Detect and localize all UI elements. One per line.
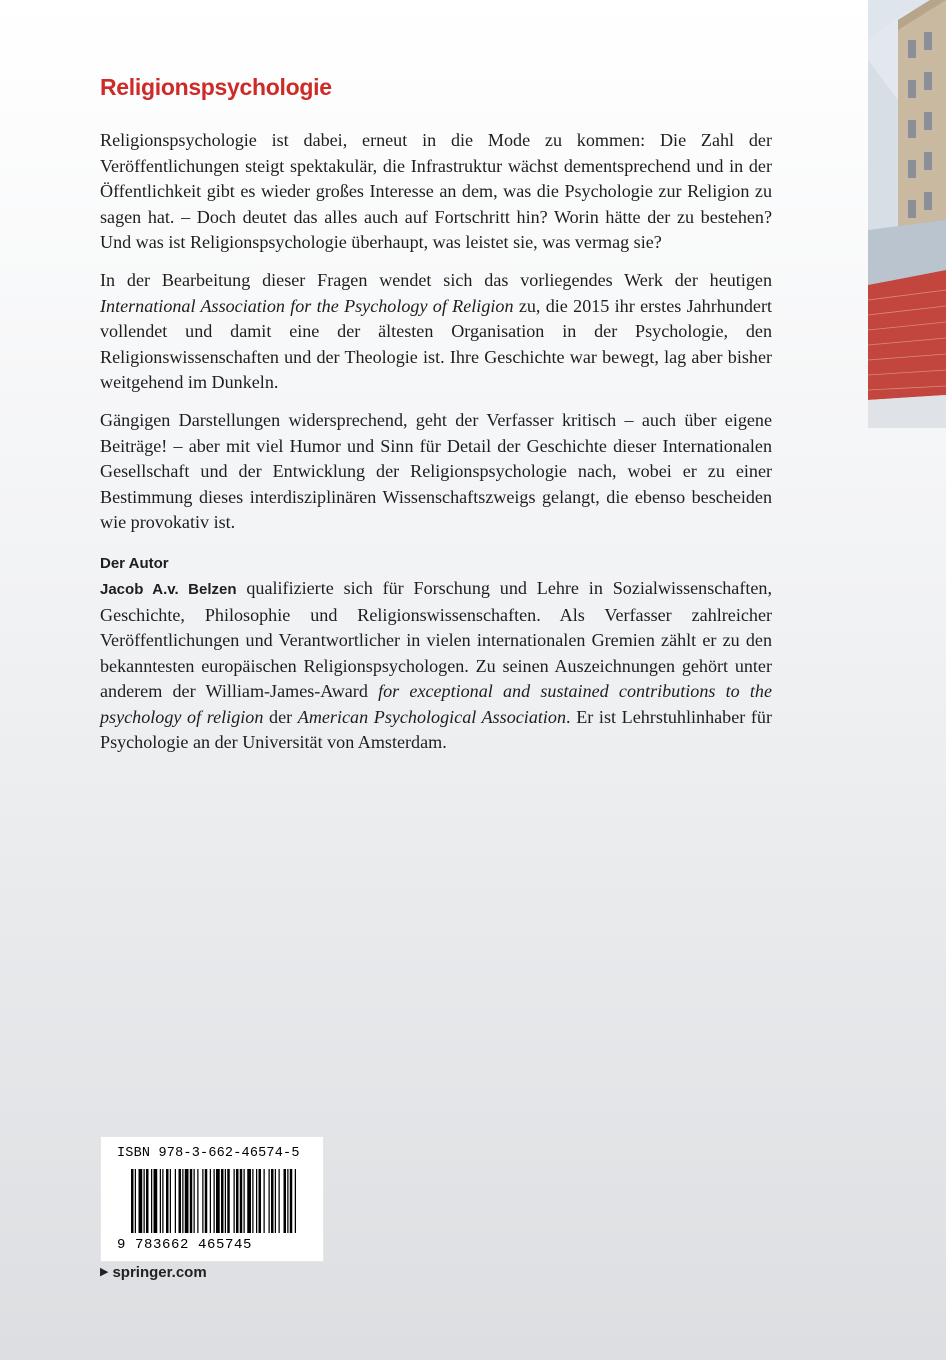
author-name: Jacob A.v. Belzen bbox=[100, 580, 237, 598]
author-bio-text: qualifizierte sich für Forschung und Lehre in Sozialwissenschaften, Geschichte, Philosophie und Religionswissenschaften. Als Verfasser zahlreicher Veröffentlichungen und Verantwortlicher in vielen internationalen Gremien zählt er zu den bekanntesten europäischen Religionspsychologen. Zu seinen Auszeichnungen gehört unter anderem der William-James-Award bbox=[100, 577, 772, 702]
barcode-bar bbox=[234, 1169, 235, 1233]
barcode-bar bbox=[175, 1169, 176, 1233]
barcode-bar bbox=[227, 1169, 230, 1233]
association-name: American Psychological Association bbox=[297, 706, 567, 727]
barcode-bar bbox=[225, 1169, 226, 1233]
barcode-bar bbox=[240, 1169, 243, 1233]
publisher-url: springer.com bbox=[112, 1264, 207, 1281]
barcode-digits: 9 783662 465745 bbox=[117, 1237, 253, 1253]
barcode-bar bbox=[287, 1169, 288, 1233]
barcode-bar bbox=[295, 1169, 296, 1233]
barcode-bar bbox=[269, 1169, 270, 1233]
barcode-bar bbox=[279, 1169, 280, 1233]
barcode-bar bbox=[216, 1169, 220, 1233]
blurb-paragraph-2 bbox=[100, 268, 772, 396]
barcode-bar bbox=[139, 1169, 143, 1233]
barcode-bar bbox=[166, 1169, 169, 1233]
isbn-barcode bbox=[100, 1136, 324, 1262]
building-illustration bbox=[868, 0, 946, 428]
barcode-bar bbox=[182, 1169, 183, 1233]
barcode-bar bbox=[214, 1169, 215, 1233]
barcode-bar bbox=[135, 1169, 136, 1233]
barcode-bar bbox=[259, 1169, 262, 1233]
blurb-paragraph-1: Religionspsychologie ist dabei, erneut in die Mode zu kommen: Die Zahl der Veröffentlichungen steigt spektakulär, die Infrastruktur wächst dementsprechend und in der Öffentlichkeit gibt es wieder großes Interesse an dem, was die Psychologie zur Religion zu sagen hat. – Doch deutet das alles auch auf Fortschritt hin? Worin hätte der zu bestehen? Und was ist Religionspsychologie überhaupt, was leistet sie, was vermag sie? bbox=[100, 130, 772, 253]
barcode-bar bbox=[202, 1169, 203, 1233]
barcode-bar bbox=[144, 1169, 145, 1233]
barcode-bar bbox=[247, 1169, 251, 1233]
barcode-bar bbox=[146, 1169, 149, 1233]
blurb-paragraph-3: Gängigen Darstellungen widersprechend, geht der Verfasser kritisch – auch über eigene Beiträge! – aber mit viel Humor und Sinn für Detail der Geschichte dieser Internationalen Gesellschaft und der Entwicklung der Religionspsychologie nach, wobei er zu einer Bestimmung dieses interdisziplinären Wissenschaftszweigs gelangt, die ebenso bescheiden wie provokativ ist. bbox=[100, 409, 772, 533]
barcode-bar bbox=[264, 1169, 265, 1233]
barcode-bar bbox=[252, 1169, 253, 1233]
barcode-bar bbox=[210, 1169, 211, 1233]
barcode-bar bbox=[290, 1169, 293, 1233]
author-bio-text-3: . Er ist Lehrstuhlinhaber für Psychologie an der Universität von Amsterdam. bbox=[100, 706, 772, 753]
barcode-bar bbox=[284, 1169, 287, 1233]
paragraph-2-text: In der Bearbeitung dieser Fragen wendet sich das vorliegendes Werk der heutigen bbox=[100, 269, 772, 290]
author-bio bbox=[100, 576, 772, 756]
barcode-bar bbox=[190, 1169, 193, 1233]
barcode-bar bbox=[160, 1169, 161, 1233]
barcode-bar bbox=[154, 1169, 158, 1233]
author-bio-text-2: der bbox=[263, 706, 298, 727]
barcode-bar bbox=[256, 1169, 257, 1233]
barcode-bar bbox=[170, 1169, 171, 1233]
barcode-bar bbox=[179, 1169, 182, 1233]
isbn-label: ISBN 978-3-662-46574-5 bbox=[117, 1146, 300, 1161]
barcode-bar bbox=[236, 1169, 239, 1233]
barcode-bar bbox=[151, 1169, 152, 1233]
arrow-right-icon: ▶ bbox=[100, 1266, 109, 1278]
barcode-bar bbox=[197, 1169, 198, 1233]
author-heading: Der Autor bbox=[100, 554, 169, 572]
barcode-bar bbox=[185, 1169, 189, 1233]
paragraph-2-text-continued: zu, die 2015 ihr erstes Jahrhundert vollendet und damit eine der ältesten Organisation in der Psychologie, den Religionswissenschaften und der Theologie ist. Ihre Geschichte war bewegt, lag aber bisher weitgehend im Dunkeln. bbox=[100, 295, 772, 393]
cover-illustration bbox=[868, 0, 946, 428]
barcode-bar bbox=[162, 1169, 163, 1233]
organization-name: International Association for the Psychology of Religion bbox=[100, 295, 514, 316]
blurb bbox=[100, 128, 772, 768]
barcode-bar bbox=[131, 1169, 134, 1233]
award-description: for exceptional and sustained contributions to the psychology of religion bbox=[100, 681, 773, 727]
barcode-bar bbox=[271, 1169, 274, 1233]
barcode-bar bbox=[221, 1169, 224, 1233]
barcode-bar bbox=[275, 1169, 276, 1233]
barcode-bar bbox=[205, 1169, 208, 1233]
book-title: Religionspsychologie bbox=[100, 74, 332, 100]
barcode-bar bbox=[244, 1169, 245, 1233]
barcode-bar bbox=[194, 1169, 195, 1233]
publisher-link[interactable] bbox=[100, 1264, 207, 1281]
